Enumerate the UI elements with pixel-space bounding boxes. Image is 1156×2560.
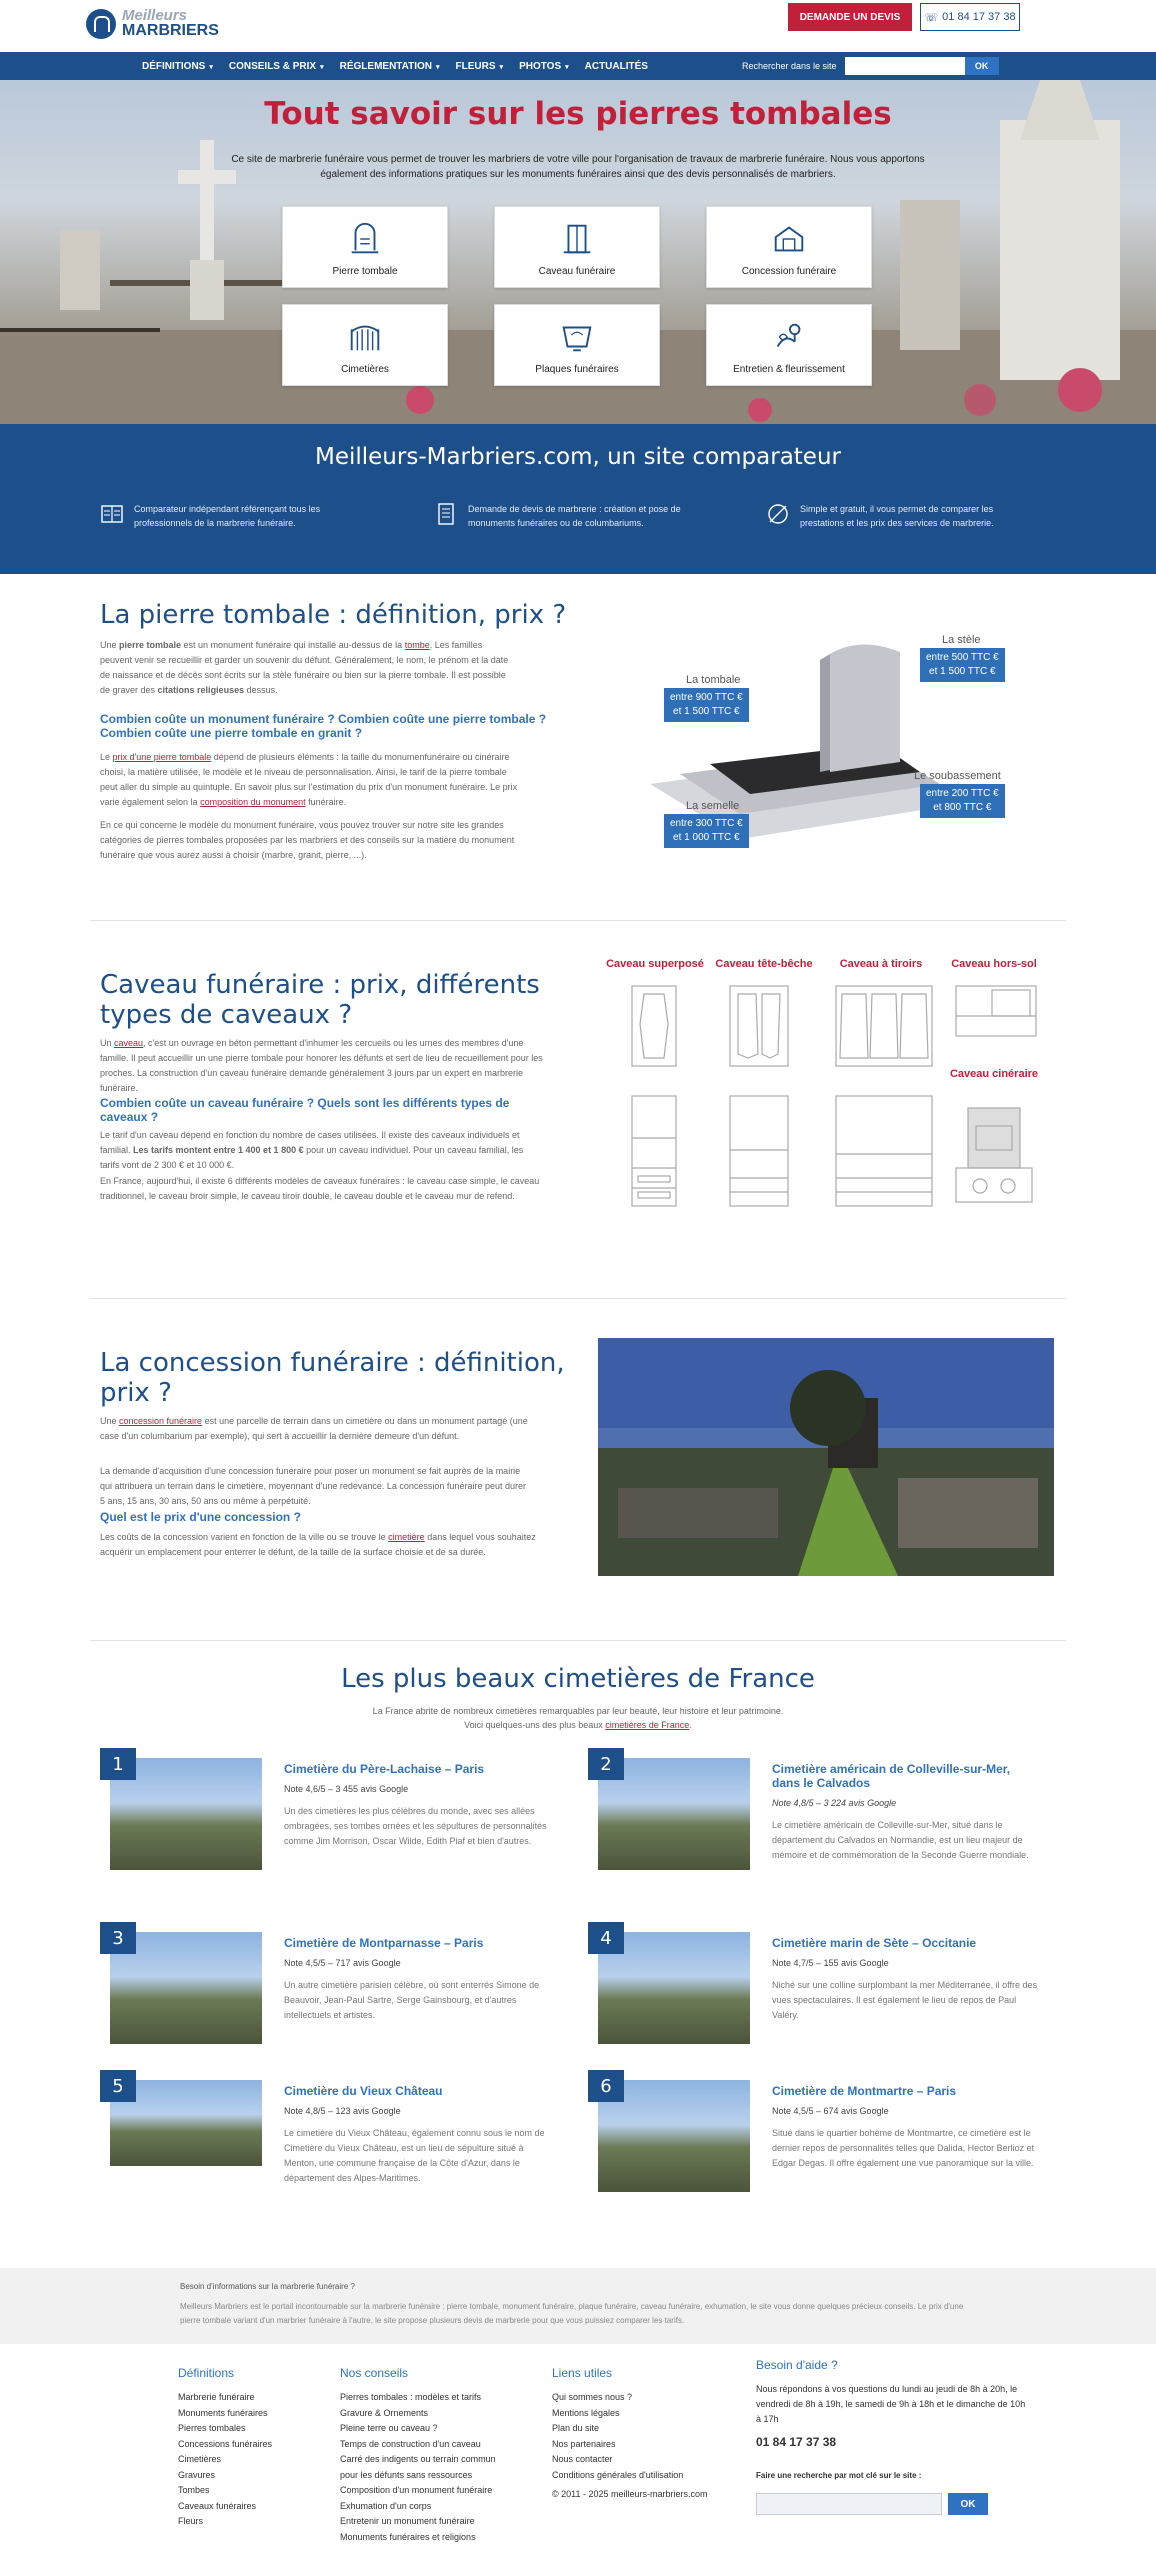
section-divider <box>90 1298 1066 1299</box>
label-soubassement: Le soubassement <box>914 770 1001 782</box>
feature-text: Comparateur indépendant référençant tous les professionnels de la marbrerie funéraire. <box>134 504 321 528</box>
nav-item-label: DÉFINITIONS <box>142 60 206 72</box>
section-cimetieres <box>0 1650 1156 2268</box>
cemetery-card[interactable] <box>100 2070 570 2200</box>
caveau-paragraph-1: Un caveau, c'est un ouvrage en béton permettant d'inhumer les cercueils ou les urnes des membres d'une famille. Il peut accueillir un une pierre tombale pour honorer les défunts et sert de lieu de recueillement pour les proches. La construction d'un caveau funéraire demande généralement 3 jours par un expert en marbrerie funéraire. <box>100 1038 543 1093</box>
cemetery-description: Le cimetière du Vieux Château, également connu sous le nom de Cimetière du Vieux Château, est un lieu de sépulture situé à Menton, une commune française de la Côte d'Azur, dans le département des Alpes-Maritimes. <box>284 2128 545 2183</box>
pierre-paragraph-1: Une pierre tombale est un monument funéraire qui installé au-dessus de la tombe. Les familles peuvent venir se recueillir et garder un souvenir du défunt. Généralement, le nom, le prénom et la date de naissance et de décès sont écrits sur la stèle funéraire ou bien sur la pierre tombale. Il est possible de graver des citations religieuses dessus. <box>100 640 509 695</box>
top-header <box>0 0 1156 52</box>
nav-search-label: Rechercher dans le site <box>742 61 837 71</box>
footer-definitions <box>178 2366 272 2530</box>
nav-item-label: FLEURS <box>455 60 496 72</box>
cemetery-title: Cimetière de Montmartre – Paris <box>772 2084 957 2098</box>
concession-paragraph-1: Une concession funéraire est une parcelle de terrain dans un cimetière ou dans un monument partagé (une case d'un columbarium par exemple), qui sert à accueillir la dernière demeure d'un défunt. <box>100 1416 528 1441</box>
feature-item <box>100 502 370 530</box>
cemetery-rank: 1 <box>100 1748 136 1780</box>
feature-text: Demande de devis de marbrerie : création et pose de monuments funéraires ou de columbariums. <box>468 504 681 528</box>
nav-item-2[interactable] <box>340 61 440 72</box>
nav-search-button[interactable]: OK <box>965 57 999 75</box>
footer-link[interactable]: pour les défunts sans ressources <box>340 2469 473 2480</box>
feature-item <box>766 502 1036 530</box>
tile-plaques-funeraires[interactable] <box>494 304 660 386</box>
site-logo[interactable] <box>86 8 219 39</box>
caveau-paragraph-3: En France, aujourd'hui, il existe 6 différents modèles de caveaux funéraires : le caveau case simple, le caveau traditionnel, le caveau broir simple, le caveau tiroir double, le caveau double et le caveau mur de refend. <box>100 1176 540 1201</box>
nav-item-5[interactable] <box>585 61 648 72</box>
nav-search <box>742 57 999 75</box>
hero-text: Ce site de marbrerie funéraire vous permet de trouver les marbriers de votre ville pour l'organisation de travaux de marbrerie funéraire. Nous vous apportons également des informations pratiques sur les monuments funéraires ainsi que des devis personnalisés de marbriers. <box>231 154 925 180</box>
price-soubassement: entre 200 TTC € et 800 TTC € <box>920 784 1005 818</box>
tile-label: Entretien & fleurissement <box>733 364 845 375</box>
book-icon <box>100 502 124 526</box>
footer-search-title: Faire une recherche par mot clé sur le site : <box>756 2471 922 2480</box>
hero-banner <box>0 80 1156 424</box>
section-title: Caveau funéraire : prix, différents types de caveaux ? <box>100 970 540 1030</box>
feature-text: Simple et gratuit, il vous permet de comparer les prestations et les prix des services de marbrerie. <box>800 504 994 528</box>
caveau-types-diagram <box>620 978 1050 1228</box>
footer-col-title: Liens utiles <box>552 2366 613 2380</box>
label-tombale: La tombale <box>686 674 741 686</box>
chevron-down-icon: ▾ <box>436 63 440 71</box>
info-title: Besoin d'informations sur la marbrerie funéraire ? <box>180 2282 355 2291</box>
info-text: Meilleurs Marbriers est le portail incontournable sur la marbrerie funéraire : pierre tombale, monument funéraire, plaque funéraire, caveau funéraire, exhumation, le site vous donne quelques précieux conseils. Le prix d'une pierre tombale variant d'un marbrier funéraire à l'autre, le site propose plusieurs devis de marbrerie pour que vous puissiez comparer les tarifs. <box>180 2302 964 2325</box>
section-pierre-tombale <box>0 574 1156 930</box>
cemetery-title: Cimetière marin de Sète – Occitanie <box>772 1936 977 1950</box>
comparator-title: Meilleurs-Marbriers.com, un site comparateur <box>314 444 841 470</box>
footer-link[interactable]: Entretenir un monument funéraire <box>340 2516 475 2526</box>
price-stele: entre 500 TTC € et 1 500 TTC € <box>920 648 1005 682</box>
nav-item-4[interactable] <box>519 61 569 72</box>
document-icon <box>434 502 458 526</box>
section-title: La pierre tombale : définition, prix ? <box>100 600 567 630</box>
footer-link[interactable]: Gravures <box>178 2469 216 2480</box>
footer-link[interactable]: Carré des indigents ou terrain commun <box>340 2454 496 2464</box>
cemetery-rank: 2 <box>588 1748 624 1780</box>
cemetery-card[interactable] <box>588 1922 1058 2052</box>
tile-concession-funeraire[interactable] <box>706 206 872 288</box>
footer-col-title: Définitions <box>178 2366 235 2380</box>
nav-item-1[interactable] <box>229 61 324 72</box>
hero-title: Tout savoir sur les pierres tombales <box>264 96 892 132</box>
footer-link[interactable]: Tombes <box>178 2485 210 2495</box>
footer-link[interactable]: Plan du site <box>552 2423 600 2433</box>
footer-link[interactable]: Mentions légales <box>552 2407 620 2418</box>
nav-search-input[interactable] <box>845 57 965 75</box>
logo-line1: Meilleurs <box>122 7 188 24</box>
tile-entretien-fleurissement[interactable] <box>706 304 872 386</box>
footer-link[interactable]: Gravure & Ornements <box>340 2407 429 2418</box>
tile-label: Concession funéraire <box>741 266 837 277</box>
cemetery-title: Cimetière du Père-Lachaise – Paris <box>284 1762 485 1776</box>
help-hours: Nous répondons à vos questions du lundi au jeudi de 8h à 20h, le vendredi de 8h à 19h, le samedi de 9h à 18h et le dimanche de 10h à 17h <box>756 2384 1026 2424</box>
caveau-type-label: Caveau hors-sol <box>951 958 1037 970</box>
cemetery-rank: 4 <box>588 1922 624 1954</box>
chevron-down-icon: ▾ <box>209 63 213 71</box>
link-composition-monument[interactable]: composition du monument <box>200 797 306 807</box>
chevron-down-icon: ▾ <box>565 63 569 71</box>
cemetery-rank: 3 <box>100 1922 136 1954</box>
caveau-type-label: Caveau cinéraire <box>949 1068 1039 1080</box>
footer-link[interactable]: Monuments funéraires et religions <box>340 2531 476 2542</box>
footer-col-title: Besoin d'aide ? <box>756 2358 838 2372</box>
link-tombe[interactable]: tombe <box>404 640 430 650</box>
link-concession-funeraire[interactable]: concession funéraire <box>119 1416 203 1426</box>
copyright: © 2011 - 2025 meilleurs-marbriers.com <box>552 2489 708 2499</box>
price-tombale: entre 900 TTC € et 1 500 TTC € <box>664 688 749 722</box>
cimetieres-subtitle-2: Voici quelques-uns des plus beaux cimetières de France. <box>464 1720 692 1730</box>
cemetery-title: Cimetière de Montparnasse – Paris <box>284 1936 484 1950</box>
cemetery-rank: 6 <box>588 2070 624 2102</box>
footer-link[interactable]: Exhumation d'un corps <box>340 2500 432 2511</box>
footer-col-title: Nos conseils <box>340 2366 409 2380</box>
tile-label: Cimetières <box>341 364 389 375</box>
section-concession <box>0 1308 1156 1650</box>
tombstone-icon <box>346 220 384 258</box>
concession-subtitle: Quel est le prix d'une concession ? <box>100 1510 301 1524</box>
caveau-subtitle: Combien coûte un caveau funéraire ? Quels sont les différents types de caveaux ? <box>100 1096 510 1124</box>
nav-item-label: ACTUALITÉS <box>584 60 648 72</box>
cemetery-rating: Note 4,7/5 – 155 avis Google <box>772 1958 889 1968</box>
request-quote-button[interactable]: DEMANDE UN DEVIS <box>788 3 912 31</box>
footer-search-input[interactable] <box>756 2493 942 2515</box>
price-semelle: entre 300 TTC € et 1 000 TTC € <box>664 814 749 848</box>
footer-conseils <box>340 2366 496 2545</box>
footer-search <box>756 2493 1026 2515</box>
nav-menu <box>142 52 648 80</box>
concession-paragraph-3: Les coûts de la concession varient en fonction de la ville ou se trouve le cimetière dans lequel vous souhaitez acquérir un emplacement pour enterrer le défunt, de la taille de la surface choisie et de sa durée. <box>100 1532 536 1557</box>
cemetery-rating: Note 4,6/5 – 3 455 avis Google <box>284 1784 409 1794</box>
footer-link[interactable]: Concessions funéraires <box>178 2438 273 2449</box>
cemetery-card[interactable] <box>100 1748 570 1878</box>
main-navigation <box>0 52 1156 80</box>
nav-item-0[interactable] <box>142 61 213 72</box>
footer-link[interactable]: Pleine terre ou caveau ? <box>340 2423 438 2433</box>
cemetery-photo <box>598 1338 1054 1576</box>
footer-link[interactable]: Nos partenaires <box>552 2438 616 2449</box>
phone-button[interactable] <box>920 3 1020 31</box>
cemetery-card[interactable] <box>588 1748 1058 1878</box>
logo-mark-icon <box>86 9 116 39</box>
footer-link[interactable]: Temps de construction d'un caveau <box>340 2438 481 2449</box>
footer-link[interactable]: Caveaux funéraires <box>178 2500 257 2511</box>
cemetery-description: Le cimetière américain de Colleville-sur-Mer, situé dans le département du Calvados en Normandie, est un lieu majeur de mémoire et de commémoration de la Seconde Guerre mondiale. <box>772 1820 1029 1860</box>
comparator-band <box>0 424 1156 574</box>
footer-link[interactable]: Marbrerie funéraire <box>178 2392 255 2402</box>
section-divider <box>90 1640 1066 1641</box>
feature-item <box>434 502 704 530</box>
tile-cimetieres[interactable] <box>282 304 448 386</box>
cemetery-title: Cimetière du Vieux Château <box>284 2084 443 2098</box>
info-band <box>0 2268 1156 2344</box>
cemetery-description: Un autre cimetière parisien célèbre, où sont enterrés Simone de Beauvoir, Jean-Paul Sartre, Serge Gainsbourg, et d'autres intellectuels et artistes. <box>284 1980 540 2020</box>
caveau-paragraph-2: Le tarif d'un caveau dépend en fonction du nombre de cases utilisées. Il existe des caveaux individuels et familial. Les tarifs montent entre 1 400 et 1 800 € pour un caveau individuel. Pour un caveau familial, les tarifs vont de 2 300 € et 10 000 €. <box>100 1130 524 1170</box>
link-cimetieres-de-france[interactable]: cimetières de France <box>605 1720 690 1730</box>
nav-item-label: RÉGLEMENTATION <box>339 60 433 72</box>
section-caveau <box>0 930 1156 1308</box>
caveau-type-label: Caveau superposé <box>606 958 704 970</box>
footer-liens <box>552 2366 708 2503</box>
caveau-type-label: Caveau à tiroirs <box>839 958 923 970</box>
category-tiles <box>282 206 874 386</box>
phone-icon: ☏ <box>924 11 939 24</box>
footer-help <box>756 2358 1026 2515</box>
cemetery-rank: 5 <box>100 2070 136 2102</box>
footer-link[interactable]: Fleurs <box>178 2516 204 2526</box>
link-prix-pierre-tombale[interactable]: prix d'une pierre tombale <box>112 752 212 762</box>
footer-link[interactable]: Monuments funéraires <box>178 2407 268 2418</box>
section-title: La concession funéraire : définition, prix ? <box>100 1348 565 1408</box>
vault-icon <box>558 220 596 258</box>
cemetery-rating: Note 4,8/5 – 3 224 avis Google <box>772 1798 897 1808</box>
link-caveau[interactable]: caveau <box>114 1038 144 1048</box>
pierre-subtitle: Combien coûte un monument funéraire ? Combien coûte une pierre tombale ? Combien coûte une pierre tombale en granit ? <box>100 712 547 740</box>
footer-link[interactable]: Nous contacter <box>552 2454 613 2464</box>
tile-caveau-funeraire[interactable] <box>494 206 660 288</box>
footer-link[interactable]: Pierres tombales <box>178 2423 246 2433</box>
logo-line2: MARBRIERS <box>122 22 219 39</box>
nav-item-3[interactable] <box>456 61 504 72</box>
cemetery-description: Niché sur une colline surplombant la mer Méditerranée, il offre des vues spectaculaires. Il est également le lieu de repos de Paul Valéry. <box>772 1980 1037 2020</box>
cemetery-rating: Note 4,5/5 – 717 avis Google <box>284 1958 401 1968</box>
chevron-down-icon: ▾ <box>320 63 324 71</box>
footer-link[interactable]: Composition d'un monument funéraire <box>340 2485 493 2495</box>
free-tag-icon <box>766 502 790 526</box>
nav-item-label: PHOTOS <box>519 60 562 72</box>
cemetery-rating: Note 4,8/5 – 123 avis Google <box>284 2106 401 2116</box>
cemetery-description: Situé dans le quartier bohème de Montmartre, ce cimetière est le dernier repos de personnalités telles que Dalida, Hector Berlioz et Edgar Degas. Il offre également une vue panoramique sur la ville. <box>772 2128 1035 2168</box>
footer-link[interactable]: Conditions générales d'utilisation <box>552 2469 684 2480</box>
cemetery-card[interactable] <box>588 2070 1058 2200</box>
label-stele: La stèle <box>942 634 981 646</box>
concession-paragraph-2: La demande d'acquisition d'une concession funéraire pour poser un monument se fait auprès de la mairie qui attribuera un terrain dans le cimetière, moyennant d'une redevance. La concession funéraire peut durer 5 ans, 15 ans, 30 ans, 50 ans ou même à perpétuité. <box>100 1466 526 1506</box>
site-footer <box>0 2344 1156 2556</box>
tile-label: Pierre tombale <box>332 266 398 277</box>
footer-search-button[interactable]: OK <box>948 2493 988 2515</box>
chevron-down-icon: ▾ <box>499 63 504 71</box>
caveau-type-label: Caveau tête-bêche <box>715 958 813 970</box>
tile-label: Plaques funéraires <box>535 364 619 375</box>
link-cimetiere[interactable]: cimetière <box>388 1532 425 1542</box>
cemetery-rating: Note 4,5/5 – 674 avis Google <box>772 2106 889 2116</box>
help-phone[interactable]: 01 84 17 37 38 <box>756 2435 837 2449</box>
plaque-icon <box>558 318 596 356</box>
flower-icon <box>770 318 808 356</box>
cemetery-description: Un des cimetières les plus célèbres du monde, avec ses allées ombragées, ses tombes ornées et les sépultures de personnalités comme Jim Morrison, Oscar Wilde, Edith Piaf et bien d'autres. <box>284 1806 547 1846</box>
cemetery-gate-icon <box>346 318 384 356</box>
cimetieres-subtitle-1: La France abrite de nombreux cimetières remarquables par leur beauté, leur histoire et leur patrimoine. <box>372 1706 784 1716</box>
cemetery-card[interactable] <box>100 1922 570 2052</box>
footer-link[interactable]: Pierres tombales : modèles et tarifs <box>340 2392 482 2402</box>
footer-link[interactable]: Qui sommes nous ? <box>552 2392 633 2402</box>
concession-icon <box>770 220 808 258</box>
section-title: Les plus beaux cimetières de France <box>341 1664 815 1694</box>
cemetery-title: Cimetière américain de Colleville-sur-Mer, dans le Calvados <box>772 1762 1011 1790</box>
label-semelle: La semelle <box>686 800 740 812</box>
nav-item-label: CONSEILS & PRIX <box>228 60 317 72</box>
tile-pierre-tombale[interactable] <box>282 206 448 288</box>
phone-number: 01 84 17 37 38 <box>942 11 1016 23</box>
pierre-paragraph-3: En ce qui concerne le modèle du monument funéraire, vous pouvez trouver sur notre site les grandes catégories de pierres tombales proposées par les marbriers et des conseils sur la matière du monument funéraire que vous aurez aussi à choisir (marbre, granit, pierre, ...). <box>100 820 515 860</box>
tile-label: Caveau funéraire <box>538 266 616 277</box>
section-divider <box>90 920 1066 921</box>
pierre-paragraph-2: Le prix d'une pierre tombale dépend de plusieurs éléments : la taille du monumenfunéraire ou cinéraire choisi, la matière utilisée, le modèle et le niveau de personnalisation. Ainsi, le tarif de la pierre tombale peut aller du simple au quintuple. En savoir plus sur l'estimation du prix d'un monument funéraire. Le prix varie également selon la composition du monument funéraire. <box>100 752 518 807</box>
footer-link[interactable]: Cimetières <box>178 2454 222 2464</box>
